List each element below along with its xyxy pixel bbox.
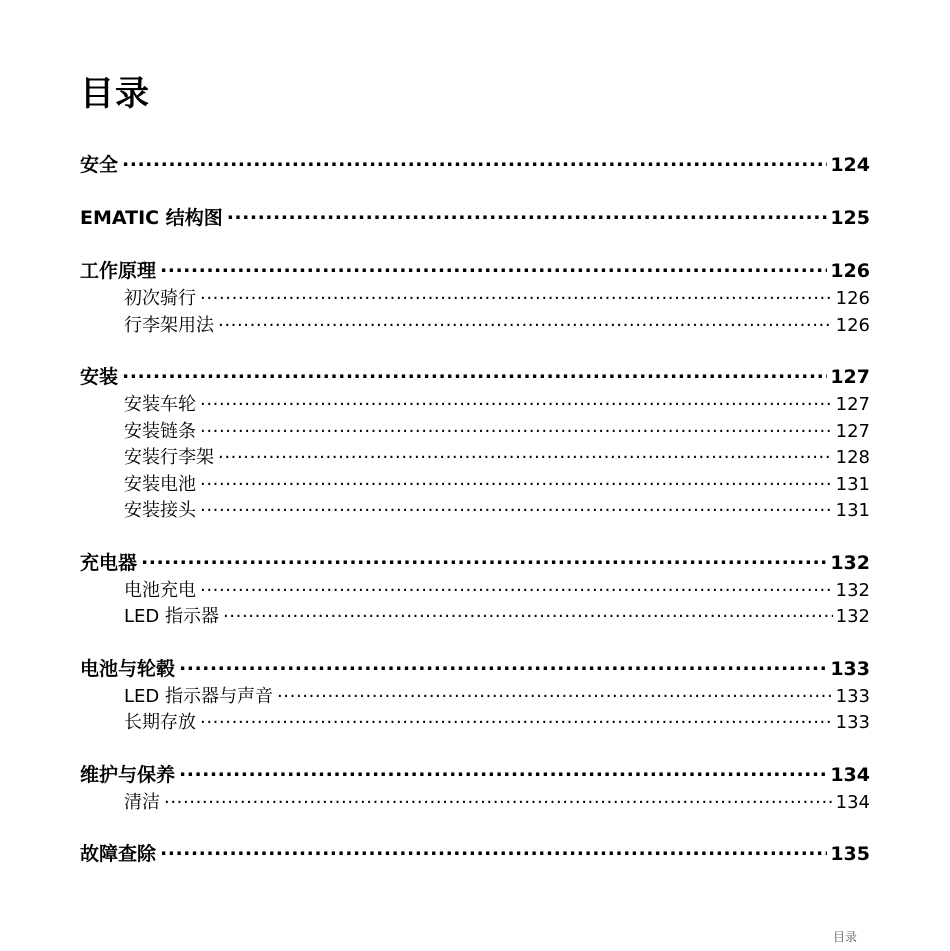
dot-leader xyxy=(277,684,833,702)
dot-leader xyxy=(141,550,827,569)
toc-subentry-label: 长期存放 xyxy=(124,712,196,733)
toc-entry-page: 127 xyxy=(830,366,870,388)
toc-entry-label: 安全 xyxy=(80,154,119,176)
toc-subentry-page: 133 xyxy=(835,685,870,707)
toc-entry-label: 电池与轮毂 xyxy=(80,657,176,680)
toc-entry-page: 133 xyxy=(830,657,870,680)
toc-subentry[interactable] xyxy=(80,311,870,338)
toc-section xyxy=(80,839,870,867)
toc-subentry[interactable] xyxy=(80,788,870,815)
dot-leader xyxy=(200,392,833,410)
dot-leader xyxy=(227,205,828,224)
toc-section xyxy=(80,760,870,815)
toc-section xyxy=(80,203,870,231)
toc-entry[interactable] xyxy=(80,760,870,788)
toc-entry-label: 安装 xyxy=(80,366,119,388)
dot-leader xyxy=(122,152,827,171)
toc-entry-page: 135 xyxy=(830,843,870,865)
toc-entry-label: 充电器 xyxy=(80,551,138,574)
toc-subentry-page: 127 xyxy=(835,420,870,442)
dot-leader xyxy=(200,498,833,516)
toc-subentry[interactable] xyxy=(80,682,870,709)
toc-subentry[interactable] xyxy=(80,496,870,523)
page-title: 目录 xyxy=(80,74,150,114)
toc-entry[interactable] xyxy=(80,362,870,390)
toc-subentry-label: 安装车轮 xyxy=(124,394,196,415)
toc-section xyxy=(80,362,870,523)
toc-entry-label: 故障查除 xyxy=(80,843,157,865)
toc-subentry-page: 134 xyxy=(835,791,870,813)
toc-subentry-page: 126 xyxy=(835,314,870,336)
dot-leader xyxy=(223,604,833,622)
dot-leader xyxy=(164,790,833,808)
toc-subentry-label: 安装行李架 xyxy=(124,447,214,468)
dot-leader xyxy=(160,258,827,277)
toc-entry-label: EMATIC 结构图 xyxy=(80,207,223,229)
dot-leader xyxy=(160,841,827,860)
dot-leader xyxy=(200,286,833,304)
toc-subentry-label: 安装电池 xyxy=(124,473,196,495)
dot-leader xyxy=(200,472,833,490)
toc-entry[interactable] xyxy=(80,654,870,682)
toc-subentry-label: 安装链条 xyxy=(124,420,196,442)
toc-subentry[interactable] xyxy=(80,284,870,311)
dot-leader xyxy=(122,364,827,383)
toc-subentry-page: 128 xyxy=(835,447,870,468)
toc-entry-page: 126 xyxy=(830,260,870,282)
dot-leader xyxy=(179,656,827,675)
dot-leader xyxy=(218,445,833,463)
toc-entry-label: 工作原理 xyxy=(80,260,157,282)
toc-section xyxy=(80,256,870,337)
page-footer: 目录 xyxy=(833,930,858,944)
toc-entry-page: 132 xyxy=(830,551,870,574)
toc-subentry[interactable] xyxy=(80,417,870,444)
toc-subentry-label: 清洁 xyxy=(124,791,160,813)
toc-subentry-label: LED 指示器 xyxy=(124,606,219,627)
toc-subentry[interactable] xyxy=(80,470,870,497)
toc-subentry[interactable] xyxy=(80,708,870,735)
dot-leader xyxy=(179,762,827,781)
dot-leader xyxy=(200,419,833,437)
toc-subentry-page: 132 xyxy=(835,579,870,601)
toc-entry[interactable] xyxy=(80,203,870,231)
toc-subentry-page: 131 xyxy=(835,500,870,521)
toc-subentry[interactable] xyxy=(80,390,870,417)
toc-subentry-page: 131 xyxy=(835,473,870,495)
toc-entry[interactable] xyxy=(80,256,870,284)
toc-entry[interactable] xyxy=(80,150,870,178)
dot-leader xyxy=(200,710,833,728)
toc-subentry[interactable] xyxy=(80,443,870,470)
toc-subentry-label: 初次骑行 xyxy=(124,288,196,309)
toc-subentry-page: 133 xyxy=(835,712,870,733)
toc-entry-page: 125 xyxy=(830,207,870,229)
toc-section xyxy=(80,654,870,735)
toc-subentry-page: 132 xyxy=(835,606,870,627)
toc-entry-page: 134 xyxy=(830,763,870,786)
toc-section xyxy=(80,548,870,629)
toc-subentry[interactable] xyxy=(80,576,870,603)
toc-subentry-page: 127 xyxy=(835,394,870,415)
table-of-contents xyxy=(80,150,870,892)
toc-section xyxy=(80,150,870,178)
dot-leader xyxy=(218,313,833,331)
toc-entry[interactable] xyxy=(80,548,870,576)
toc-entry-label: 维护与保养 xyxy=(80,763,176,786)
toc-entry-page: 124 xyxy=(830,154,870,176)
toc-subentry[interactable] xyxy=(80,602,870,629)
toc-subentry-label: 行李架用法 xyxy=(124,314,214,336)
toc-subentry-label: 安装接头 xyxy=(124,500,196,521)
toc-subentry-page: 126 xyxy=(835,288,870,309)
toc-subentry-label: 电池充电 xyxy=(124,579,196,601)
dot-leader xyxy=(200,578,833,596)
toc-entry[interactable] xyxy=(80,839,870,867)
toc-subentry-label: LED 指示器与声音 xyxy=(124,685,273,707)
